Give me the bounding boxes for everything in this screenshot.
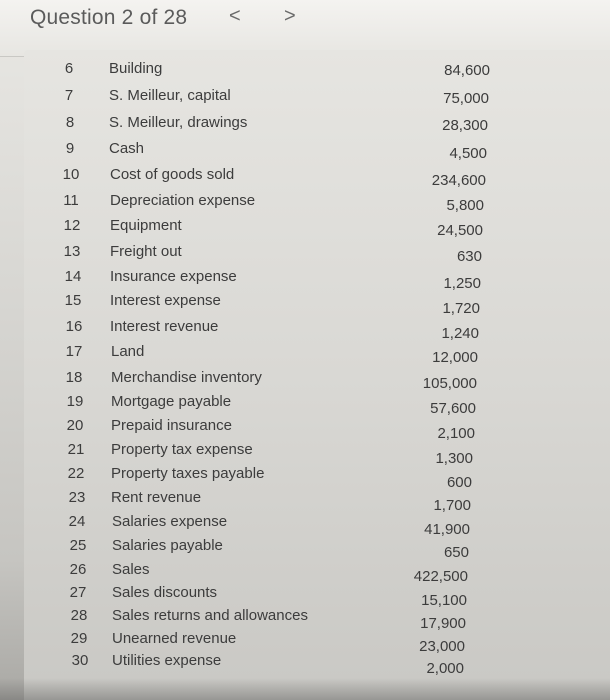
account-row — [0, 393, 610, 415]
bottom-shadow — [0, 678, 610, 700]
row-number: 11 — [63, 192, 79, 209]
account-row — [0, 292, 610, 317]
account-name: Insurance expense — [110, 268, 237, 285]
account-amount: 28,300 — [442, 117, 488, 134]
account-name: Freight out — [110, 243, 182, 260]
question-header — [0, 0, 610, 57]
account-name: S. Meilleur, drawings — [109, 114, 248, 131]
account-amount: 17,900 — [420, 615, 466, 632]
row-number: 20 — [66, 417, 84, 434]
row-number: 14 — [64, 268, 82, 285]
account-amount: 630 — [456, 248, 482, 265]
account-row — [0, 652, 610, 677]
row-number: 13 — [63, 243, 81, 260]
account-row — [0, 243, 610, 265]
row-number: 23 — [68, 489, 86, 506]
row-number: 6 — [64, 60, 74, 77]
account-amount: 1,700 — [433, 497, 471, 514]
account-name: Prepaid insurance — [111, 417, 232, 434]
account-name: Sales — [112, 561, 150, 578]
account-name: Property tax expense — [111, 441, 253, 458]
row-number: 18 — [65, 369, 83, 386]
row-number: 19 — [66, 393, 84, 410]
account-row — [0, 561, 610, 583]
row-number: 22 — [67, 465, 85, 482]
row-number: 21 — [67, 441, 85, 458]
account-row — [0, 441, 610, 467]
account-row — [0, 318, 610, 340]
account-row — [0, 465, 610, 491]
account-row — [0, 268, 610, 290]
account-row — [0, 166, 610, 188]
account-name: S. Meilleur, capital — [109, 87, 231, 104]
account-amount: 1,250 — [443, 275, 481, 292]
account-amount: 41,900 — [424, 521, 470, 538]
account-name: Depreciation expense — [110, 192, 256, 209]
row-number: 10 — [62, 166, 80, 183]
row-number: 7 — [64, 87, 74, 104]
account-amount: 23,000 — [419, 638, 465, 655]
account-row — [0, 140, 610, 162]
row-number: 12 — [63, 217, 81, 234]
row-number: 8 — [65, 114, 75, 131]
account-name: Cash — [109, 140, 145, 157]
question-counter: Question 2 of 28 — [30, 6, 188, 29]
account-name: Cost of goods sold — [110, 166, 235, 183]
account-amount: 5,800 — [446, 197, 484, 214]
row-number: 30 — [71, 652, 89, 669]
account-row — [0, 87, 610, 109]
account-name: Sales returns and allowances — [112, 607, 308, 624]
next-question-icon[interactable]: > — [284, 5, 296, 27]
account-amount: 12,000 — [432, 349, 478, 366]
account-name: Salaries payable — [112, 537, 223, 554]
account-row — [0, 192, 610, 214]
account-amount: 2,100 — [437, 425, 475, 442]
row-number: 17 — [65, 343, 83, 360]
account-name: Salaries expense — [112, 513, 228, 530]
account-amount: 1,720 — [442, 300, 480, 317]
account-amount: 15,100 — [421, 592, 467, 609]
row-number: 29 — [70, 630, 88, 647]
row-number: 15 — [64, 292, 82, 309]
row-number: 27 — [69, 584, 87, 601]
account-amount: 57,600 — [430, 400, 476, 417]
account-name: Interest expense — [110, 292, 221, 309]
account-name: Utilities expense — [112, 652, 222, 669]
account-name: Interest revenue — [110, 318, 219, 335]
account-amount: 2,000 — [426, 660, 464, 677]
previous-question-icon[interactable]: < — [229, 5, 241, 27]
account-row — [0, 417, 610, 442]
account-amount: 422,500 — [413, 568, 468, 585]
account-row — [0, 343, 610, 365]
account-row — [0, 217, 610, 239]
account-name: Mortgage payable — [111, 393, 232, 410]
account-amount: 24,500 — [437, 222, 483, 239]
account-row — [0, 114, 610, 136]
account-row — [0, 513, 610, 538]
row-number: 25 — [69, 537, 87, 554]
account-row — [0, 60, 610, 82]
account-name: Property taxes payable — [111, 465, 265, 482]
account-amount: 1,240 — [441, 325, 479, 342]
row-number: 26 — [69, 561, 87, 578]
account-amount: 75,000 — [443, 90, 489, 107]
account-row — [0, 489, 610, 514]
account-amount: 234,600 — [431, 172, 486, 189]
account-amount: 84,600 — [444, 62, 490, 79]
account-amount: 105,000 — [422, 375, 477, 392]
account-row — [0, 630, 610, 655]
account-name: Merchandise inventory — [111, 369, 262, 386]
account-row — [0, 584, 610, 609]
row-number: 9 — [65, 140, 75, 157]
account-amount: 650 — [443, 544, 469, 561]
account-row — [0, 537, 610, 559]
row-number: 28 — [70, 607, 88, 624]
row-number: 24 — [68, 513, 86, 530]
account-amount: 4,500 — [449, 145, 487, 162]
account-row — [0, 369, 610, 391]
account-amount: 600 — [446, 474, 472, 491]
account-name: Land — [111, 343, 145, 360]
account-name: Equipment — [110, 217, 182, 234]
account-row — [0, 607, 610, 632]
account-amount: 1,300 — [435, 450, 473, 467]
account-name: Sales discounts — [112, 584, 218, 601]
account-name: Rent revenue — [111, 489, 202, 506]
account-name: Unearned revenue — [112, 630, 237, 647]
row-number: 16 — [65, 318, 83, 335]
account-name: Building — [109, 60, 163, 77]
